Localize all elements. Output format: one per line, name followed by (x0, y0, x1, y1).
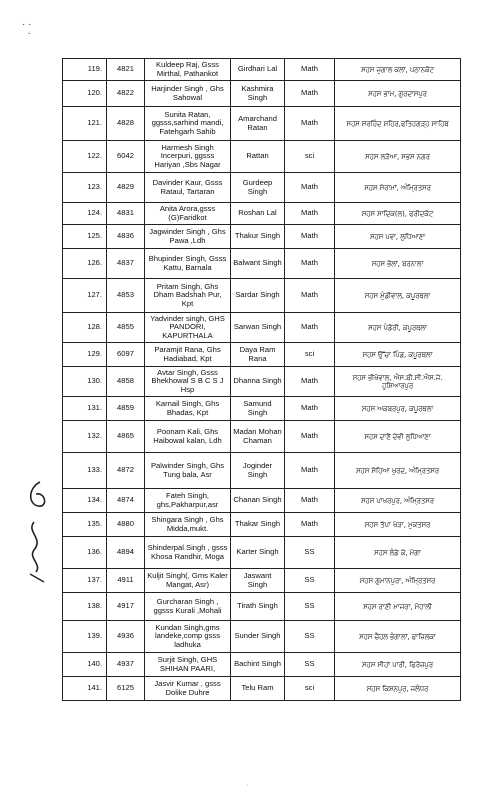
code-cell: 4872 (107, 453, 145, 489)
serial-cell: 129. (63, 343, 107, 367)
teacher-school-cell: Shinderpal Singh , gsss Khosa Randhir, Moga (145, 537, 231, 569)
father-name-cell: Thakar Singh (231, 513, 285, 537)
new-station-cell: ਸਹਸ ਅਕਬਰਪੁਰ, ਕਪੂਰਥਲਾ (335, 397, 461, 421)
serial-cell: 138. (63, 593, 107, 621)
subject-cell: SS (285, 537, 335, 569)
teacher-school-cell: Anita Arora,gsss (G)Faridkot (145, 203, 231, 225)
father-name-cell: Madan Mohan Chaman (231, 421, 285, 453)
teacher-school-cell: Davinder Kaur, Gsss Rataul, Tartaran (145, 173, 231, 203)
subject-cell: Math (285, 279, 335, 313)
serial-cell: 139. (63, 621, 107, 653)
father-name-cell: Daya Ram Rana (231, 343, 285, 367)
father-name-cell: Sunder Singh (231, 621, 285, 653)
subject-cell: Math (285, 313, 335, 343)
teacher-school-cell: Kuljit Singh(, Gms Kaler Mangat, Asr) (145, 569, 231, 593)
new-station-cell: ਸਹਸ ਕਿਸ਼ਨਪੁਰ, ਜਲੰਧਰ (335, 677, 461, 701)
new-station-cell: ਸਹਸ ਗੁਮਾਨਪੁਰਾ, ਅੰਮ੍ਰਿਤਸਰ (335, 569, 461, 593)
subject-cell: SS (285, 593, 335, 621)
code-cell: 4853 (107, 279, 145, 313)
serial-cell: 131. (63, 397, 107, 421)
speck-marks: · · · (22, 19, 32, 39)
code-cell: 4855 (107, 313, 145, 343)
table-row (63, 397, 461, 421)
teacher-school-cell: Kuldeep Raj, Gsss Mirthal, Pathankot (145, 59, 231, 81)
serial-cell: 120. (63, 81, 107, 107)
father-name-cell: Dhanna Singh (231, 367, 285, 397)
new-station-cell: ਸਹਸ ਸੇਰਾਮਾਂ, ਅੰਮ੍ਰਿਤਸਰ (335, 173, 461, 203)
father-name-cell: Karter Singh (231, 537, 285, 569)
code-cell: 4837 (107, 249, 145, 279)
transfer-table (62, 58, 461, 701)
father-name-cell: Samund Singh (231, 397, 285, 421)
teacher-school-cell: Gurcharan Singh , ggsss Kurali ,Mohali (145, 593, 231, 621)
new-station-cell: ਸਹਸ ਰਾਣੀ ਮਾਜਰਾ, ਮੋਹਾਲੀ (335, 593, 461, 621)
table-row (63, 653, 461, 677)
father-name-cell: Gurdeep Singh (231, 173, 285, 203)
subject-cell: Math (285, 81, 335, 107)
serial-cell: 122. (63, 141, 107, 173)
teacher-school-cell: Yadvinder singh, GHS PANDORI, KAPURTHALA (145, 313, 231, 343)
serial-cell: 136. (63, 537, 107, 569)
teacher-school-cell: Jagwinder Singh , Ghs Pawa ,Ldh (145, 225, 231, 249)
teacher-school-cell: Paramjit Rana, Ghs Hadiabad, Kpt (145, 343, 231, 367)
subject-cell: Math (285, 225, 335, 249)
table-row (63, 367, 461, 397)
code-cell: 4836 (107, 225, 145, 249)
new-station-cell: ਸਹਸ ਦਾਣੋਂ ਦੇਵੀ ਲੁਧਿਆਣਾ (335, 421, 461, 453)
new-station-cell: ਸਹਸ ਮੁੰਡੀਵਾਲ, ਕਪੂਰਥਲਾ (335, 279, 461, 313)
new-station-cell: ਸਹਸ ਸਾਦਿਕ(ਲ), ਫਰੀਦਕੋਟ (335, 203, 461, 225)
subject-cell: SS (285, 653, 335, 677)
subject-cell: SS (285, 569, 335, 593)
code-cell: 4936 (107, 621, 145, 653)
code-cell: 4831 (107, 203, 145, 225)
father-name-cell: Sarwan Singh (231, 313, 285, 343)
new-station-cell: ਸਹਸ ਉੱਚਾ ਪਿੰਡ, ਕਪੂਰਥਲਾ (335, 343, 461, 367)
code-cell: 6125 (107, 677, 145, 701)
subject-cell: Math (285, 453, 335, 489)
new-station-cell: ਸਹਸ ਤੱਪਾ ਖੇੜਾ, ਮੁਕਤਸਰ (335, 513, 461, 537)
serial-cell: 130. (63, 367, 107, 397)
new-station-cell: ਸਹਸ ਸਰਹਿੰਦ ਸ਼ਹਿਰ,ਫਤਿਹਗੜ੍ਹ ਸਾਹਿਬ (335, 107, 461, 141)
father-name-cell: Chanan Singh (231, 489, 285, 513)
subject-cell: sci (285, 343, 335, 367)
subject-cell: Math (285, 107, 335, 141)
table-row (63, 621, 461, 653)
father-name-cell: Amarchand Ratan (231, 107, 285, 141)
teacher-school-cell: Sunita Ratan, ggsss,sarhind mandi, Fatehgarh Sahib (145, 107, 231, 141)
table-row (63, 141, 461, 173)
subject-cell: Math (285, 203, 335, 225)
father-name-cell: Tirath Singh (231, 593, 285, 621)
table-row (63, 249, 461, 279)
subject-cell: Math (285, 513, 335, 537)
code-cell: 4858 (107, 367, 145, 397)
table-row (63, 421, 461, 453)
teacher-school-cell: Shingara Singh , Ghs Midda,mukt. (145, 513, 231, 537)
teacher-school-cell: Kundan Singh,gms landeke,comp gsss ladhuka (145, 621, 231, 653)
serial-cell: 127. (63, 279, 107, 313)
code-cell: 6097 (107, 343, 145, 367)
father-name-cell: Balwant Singh (231, 249, 285, 279)
serial-cell: 141. (63, 677, 107, 701)
table-row (63, 489, 461, 513)
code-cell: 4828 (107, 107, 145, 141)
teacher-school-cell: Bhupinder Singh, Gsss Kattu, Barnala (145, 249, 231, 279)
father-name-cell: Girdhari Lal (231, 59, 285, 81)
new-station-cell: ਸਹਸ ਲੜੋਆ, ਸਭਸ ਨਗਰ (335, 141, 461, 173)
code-cell: 4829 (107, 173, 145, 203)
serial-cell: 121. (63, 107, 107, 141)
footer-dot: · (246, 782, 249, 789)
subject-cell: SS (285, 621, 335, 653)
father-name-cell: Telu Ram (231, 677, 285, 701)
code-cell: 4894 (107, 537, 145, 569)
code-cell: 4917 (107, 593, 145, 621)
code-cell: 4874 (107, 489, 145, 513)
serial-cell: 140. (63, 653, 107, 677)
serial-cell: 132. (63, 421, 107, 453)
teacher-school-cell: Poonam Kali, Ghs Haibowal kalan, Ldh (145, 421, 231, 453)
table-row (63, 203, 461, 225)
table-row (63, 107, 461, 141)
table-row (63, 225, 461, 249)
new-station-cell: ਸਹਸ ਭਾਮ, ਗੁਰਦਾਸਪੁਰ (335, 81, 461, 107)
father-name-cell: Kashmira Singh (231, 81, 285, 107)
table-row (63, 569, 461, 593)
subject-cell: sci (285, 141, 335, 173)
father-name-cell: Jaswant Singh (231, 569, 285, 593)
serial-cell: 137. (63, 569, 107, 593)
handwritten-initials-mark (22, 478, 52, 588)
teacher-school-cell: Pritam Singh, Ghs Dham Badshah Pur, Kpt (145, 279, 231, 313)
father-name-cell: Thakur Singh (231, 225, 285, 249)
subject-cell: Math (285, 59, 335, 81)
code-cell: 4821 (107, 59, 145, 81)
code-cell: 4822 (107, 81, 145, 107)
table-row (63, 173, 461, 203)
code-cell: 4911 (107, 569, 145, 593)
subject-cell: Math (285, 173, 335, 203)
teacher-school-cell: Avtar Singh, Gsss Bhekhowal S B C S J Hsp (145, 367, 231, 397)
table-row (63, 593, 461, 621)
new-station-cell: ਸਹਸ ਜੁਗਾਲ ਕਲਾਂ, ਪਠਾਨਕੋਟ (335, 59, 461, 81)
code-cell: 4865 (107, 421, 145, 453)
teacher-school-cell: Jasvir Kumar , gsss Dolike Duhre (145, 677, 231, 701)
new-station-cell: ਸਹਸ ਪਵਾ, ਲੁਧਿਆਣਾ (335, 225, 461, 249)
table-row (63, 537, 461, 569)
table-row (63, 313, 461, 343)
new-station-cell: ਸਹਸ ਚੈਹਲ ਭੰਗਾਲਾਂ, ਫਾਜ਼ਿਲਕਾ (335, 621, 461, 653)
teacher-school-cell: Harmesh Singh Incerpuri, ggsss Hariyan ,Sbs Nagar (145, 141, 231, 173)
teacher-school-cell: Fateh Singh, ghs,Pakharpur,asr (145, 489, 231, 513)
father-name-cell: Sardar Singh (231, 279, 285, 313)
serial-cell: 134. (63, 489, 107, 513)
table-row (63, 81, 461, 107)
table-row (63, 59, 461, 81)
new-station-cell: ਸਹਸ ਲੰਡੇ ਕੇ, ਮੋਗਾ (335, 537, 461, 569)
subject-cell: Math (285, 489, 335, 513)
subject-cell: Math (285, 367, 335, 397)
subject-cell: Math (285, 421, 335, 453)
serial-cell: 125. (63, 225, 107, 249)
new-station-cell: ਸਹਸ ਸੀਹਾਂ ਪਾਰੀ, ਫਿਰੋਜ਼ਪੁਰ (335, 653, 461, 677)
serial-cell: 126. (63, 249, 107, 279)
father-name-cell: Roshan Lal (231, 203, 285, 225)
table-row (63, 343, 461, 367)
table-row (63, 677, 461, 701)
code-cell: 4859 (107, 397, 145, 421)
code-cell: 6042 (107, 141, 145, 173)
subject-cell: Math (285, 397, 335, 421)
serial-cell: 133. (63, 453, 107, 489)
code-cell: 4880 (107, 513, 145, 537)
serial-cell: 135. (63, 513, 107, 537)
father-name-cell: Joginder Singh (231, 453, 285, 489)
new-station-cell: ਸਹਸ ਭੋਲਾਂ, ਬਰਨਾਲਾ (335, 249, 461, 279)
new-station-cell: ਸਹਸ ਪੰਡੋਰੀ, ਕਪੂਰਥਲਾ (335, 313, 461, 343)
table-row (63, 279, 461, 313)
teacher-school-cell: Surjit Singh, GHS SHIHAN PAARI, (145, 653, 231, 677)
father-name-cell: Bachint Singh (231, 653, 285, 677)
new-station-cell: ਸਹਸ ਸੋਹਿਆ ਖੁਰਦ, ਅੰਮ੍ਰਿਤਸਰ (335, 453, 461, 489)
teacher-school-cell: Karnail Singh, Ghs Bhadas, Kpt (145, 397, 231, 421)
subject-cell: sci (285, 677, 335, 701)
serial-cell: 128. (63, 313, 107, 343)
serial-cell: 124. (63, 203, 107, 225)
teacher-school-cell: Palwinder Singh, Ghs Tung bala, Asr (145, 453, 231, 489)
new-station-cell: ਸਹਸ ਭੀਖੋਵਾਲ, ਐਸ.ਬੀ.ਸੀ.ਐਸ.ਜੇ. ਹੁਸ਼ਿਆਰਪੁਰ (335, 367, 461, 397)
table-row (63, 513, 461, 537)
father-name-cell: Rattan (231, 141, 285, 173)
subject-cell: Math (285, 249, 335, 279)
table-body (63, 59, 461, 701)
code-cell: 4937 (107, 653, 145, 677)
serial-cell: 123. (63, 173, 107, 203)
table-row (63, 453, 461, 489)
serial-cell: 119. (63, 59, 107, 81)
teacher-school-cell: Harjinder Singh , Ghs Sahowal (145, 81, 231, 107)
new-station-cell: ਸਹਸ ਪਾਖਰਪੁਰ, ਅੰਮ੍ਰਿਤਸਰ (335, 489, 461, 513)
